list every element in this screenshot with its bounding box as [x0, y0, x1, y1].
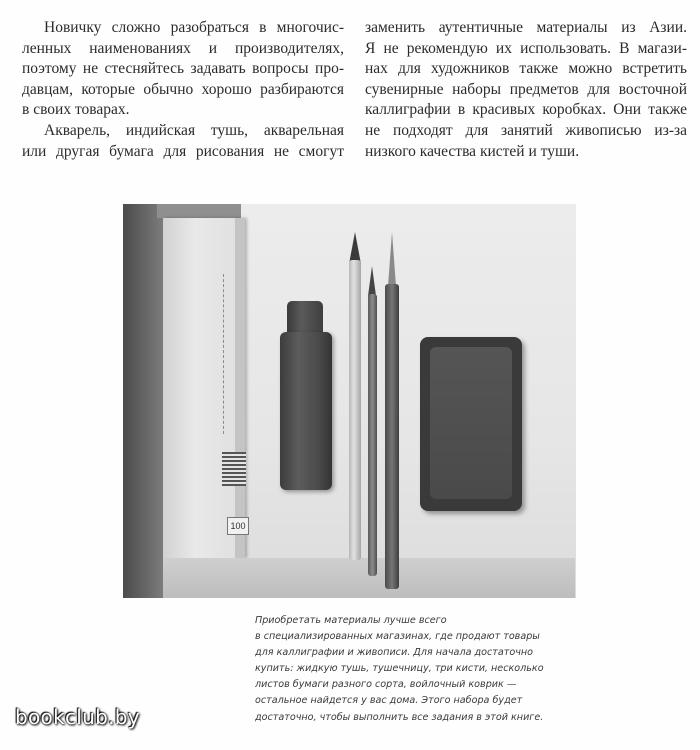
ink-bottle [280, 332, 332, 490]
body-text-left-column [22, 18, 344, 162]
caption-line: Приобретать материалы лучше всего [255, 615, 447, 626]
text-line: сувенирные наборы предметов для восточной [365, 80, 687, 98]
price-sticker: 100 [227, 517, 249, 535]
photo-caption [255, 613, 578, 726]
text-line: или другая бумага для рисования не смогут [22, 142, 344, 160]
paper-label-strip [223, 274, 233, 434]
caption-line: остальное найдется у вас дома. Этого набора будет [255, 695, 523, 707]
caption-line: в специализированных магазинах, где продают товары [255, 631, 540, 643]
caption-line: купить: жидкую тушь, тушечницу, три кисти, несколько [255, 663, 544, 675]
text-line: заменить аутентичные материалы из Азии. [365, 19, 687, 36]
brush-large [349, 260, 361, 560]
caption-line: достаточно, чтобы выполнить все задания в этой книге. [255, 711, 544, 723]
text-line: давцам, которые обычно хорошо разбираются [22, 80, 344, 98]
barcode-icon [222, 452, 246, 486]
caption-line: листов бумаги разного сорта, войлочный коврик — [255, 679, 517, 691]
calligraphy-materials-photo [123, 204, 576, 598]
text-line: низкого качества кистей и туши. [365, 142, 580, 160]
caption-line: для каллиграфии и живописи. Для начала достаточно [255, 647, 534, 659]
text-line: ленных наименованиях и производителях, [22, 39, 344, 57]
paper-edge [235, 218, 245, 563]
table-edge [123, 204, 163, 598]
text-line: Акварель, индийская тушь, акварельная [44, 121, 344, 139]
text-line: поэтому не стесняйтесь задавать вопросы про- [22, 60, 344, 78]
text-line: каллиграфии в красивых коробках. Они также [365, 101, 687, 119]
watermark-logo: bookclub.by [15, 705, 140, 729]
text-line: Я не рекомендую их использовать. В магази- [365, 39, 687, 57]
brush-medium [368, 294, 377, 576]
text-line: нах для художников также можно встретить [365, 60, 687, 78]
text-line: Новичку сложно разобраться в многочис- [44, 19, 344, 36]
brush-tip [368, 266, 376, 296]
brush-tip [388, 232, 396, 286]
text-line: не подходят для занятий живописью из-за [365, 121, 687, 139]
inkstone-well [430, 347, 512, 499]
brush-small [385, 284, 399, 589]
text-line: в своих товарах. [22, 101, 130, 119]
body-text-right-column [365, 18, 687, 162]
